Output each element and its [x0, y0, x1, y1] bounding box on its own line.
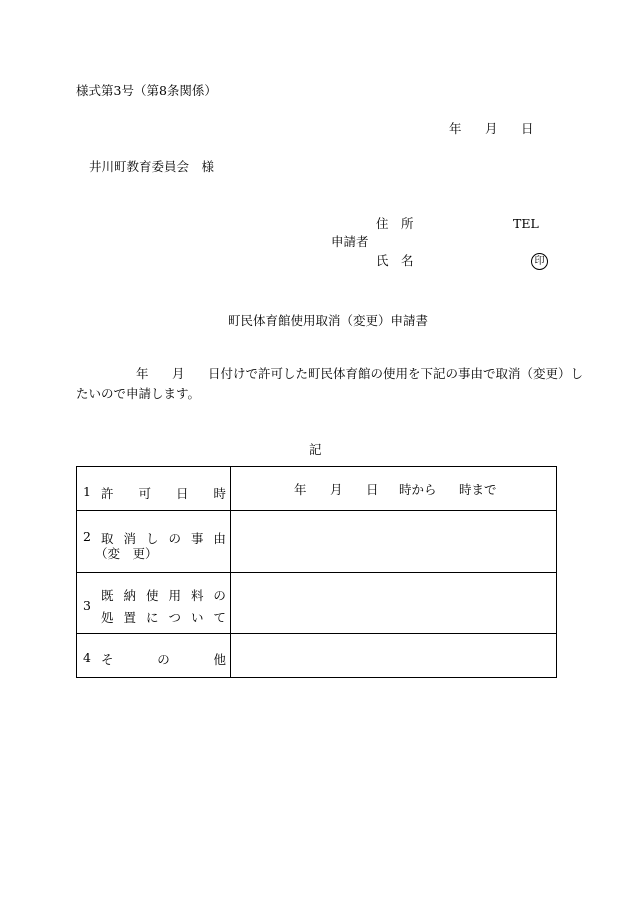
label-fee-line1: 既 納 使 用 料 の [101, 588, 226, 603]
table-row-other [77, 634, 557, 678]
date-year: 年 [449, 121, 462, 136]
body-line1-rest: 日付けで許可した町民体育館の使用を下記の事由で取消（変更）し [208, 366, 584, 381]
addressee: 井川町教育委員会 様 [89, 159, 215, 174]
table-row-fee [77, 573, 557, 634]
label-cell-other [77, 634, 231, 678]
applicant-label: 申請者 [331, 234, 369, 249]
record-table [76, 466, 557, 678]
label-cell-fee [77, 573, 231, 634]
datetime-month: 月 [330, 482, 343, 497]
datetime-year: 年 [294, 482, 307, 497]
label-other: そ の 他 [101, 652, 226, 667]
label-cell-datetime [77, 467, 231, 511]
value-cell-reason[interactable] [231, 511, 557, 573]
value-cell-fee[interactable] [231, 573, 557, 634]
datetime-from: 時から [399, 482, 437, 497]
seal-icon: 印 [531, 253, 548, 270]
name-label: 氏 名 [376, 253, 414, 268]
value-cell-other[interactable] [231, 634, 557, 678]
document-title: 町民体育館使用取消（変更）申請書 [228, 313, 429, 328]
label-cell-reason [77, 511, 231, 573]
tel-label: TEL [513, 216, 539, 231]
row-number: 1 [83, 484, 91, 499]
datetime-day: 日 [366, 482, 379, 497]
body-line2: たいので申請します。 [76, 386, 201, 401]
ki-heading: 記 [309, 442, 322, 457]
address-label: 住 所 [376, 216, 414, 231]
row-number: 4 [83, 650, 91, 665]
datetime-to: 時まで [459, 482, 497, 497]
date-month: 月 [485, 121, 498, 136]
table-row-reason [77, 511, 557, 573]
label-datetime: 許 可 日 時 [101, 486, 226, 501]
body-year: 年 [136, 366, 149, 381]
date-day: 日 [521, 121, 534, 136]
body-month: 月 [172, 366, 185, 381]
row-number: 3 [83, 598, 91, 613]
label-reason-sub: （変 更） [95, 546, 158, 561]
table-row-datetime [77, 467, 557, 511]
label-reason: 取 消 し の 事 由 [101, 531, 226, 546]
value-cell-datetime[interactable] [231, 467, 557, 511]
label-fee-line2: 処 置 に つ い て [101, 610, 226, 625]
form-number: 様式第3号（第8条関係） [76, 83, 217, 98]
row-number: 2 [83, 529, 91, 544]
